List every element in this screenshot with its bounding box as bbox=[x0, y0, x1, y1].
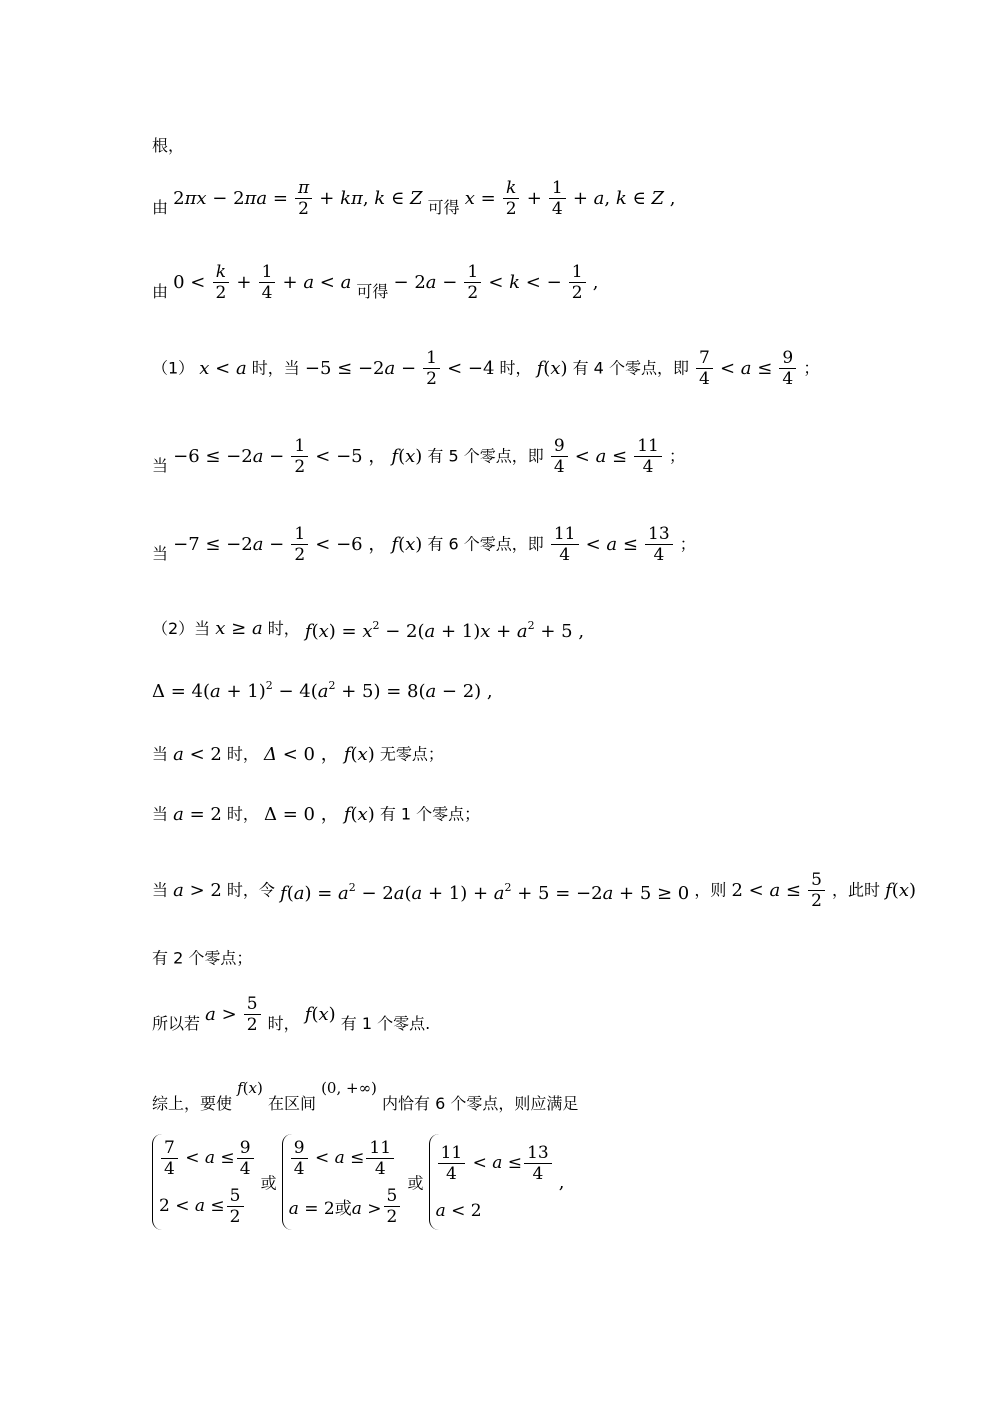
comma: , bbox=[558, 1171, 565, 1193]
fraction-1-over-4: $\frac{1}{4}$ bbox=[259, 262, 276, 303]
ineq: < a ≤ bbox=[467, 1153, 523, 1174]
line-5-text-1: 有 5 个零点，即 bbox=[427, 446, 544, 466]
formula-fx-small: f(x) bbox=[237, 1079, 263, 1097]
formula-5b: < −5 ， bbox=[315, 445, 387, 467]
formula-10b: Δ = 0 ， bbox=[264, 803, 339, 825]
fraction-5-over-2: $\frac{5}{2}$ bbox=[244, 994, 261, 1035]
fraction-13-over-4: $\frac{13}{4}$ bbox=[645, 524, 673, 565]
formula-2a: 2πx − 2πa = bbox=[173, 187, 288, 209]
formula-5a: −6 ≤ −2a − bbox=[173, 445, 285, 467]
formula-11c: 2 < a ≤ bbox=[731, 879, 801, 901]
formula-6b: < −6 ， bbox=[315, 533, 387, 555]
fraction-1-over-4: $\frac{1}{4}$ bbox=[549, 178, 566, 219]
formula-fx: f(x) bbox=[391, 445, 423, 467]
fraction-pi-over-2: $\frac{\pi}{2}$ bbox=[295, 178, 312, 219]
ineq: a = 2或a > bbox=[288, 1198, 382, 1219]
formula-fx: f(x) bbox=[536, 357, 568, 379]
semicolon: ； bbox=[679, 534, 696, 554]
formula-fx: f(x) bbox=[304, 1003, 336, 1025]
line-10-text-1: 时， bbox=[226, 804, 259, 824]
ineq: < a ≤ bbox=[309, 1148, 365, 1168]
line-13-text-2: 有 1 个零点. bbox=[340, 1014, 431, 1033]
text-line-5 bbox=[152, 436, 685, 477]
line-6-prefix: 当 bbox=[152, 544, 169, 563]
text-line-9 bbox=[152, 744, 444, 765]
text-line-10 bbox=[152, 804, 480, 825]
text-line-3 bbox=[152, 262, 598, 303]
system-3 bbox=[429, 1134, 554, 1230]
system-2 bbox=[282, 1134, 403, 1230]
comma: , bbox=[592, 271, 599, 293]
fraction-5-over-2: $\frac{5}{2}$ bbox=[808, 870, 825, 911]
text-line-13 bbox=[152, 994, 430, 1035]
line-10-text-2: 有 1 个零点； bbox=[379, 804, 481, 824]
line-4-text-1: 时，当 bbox=[251, 358, 300, 378]
formula-7a: x ≥ a bbox=[215, 618, 263, 639]
system-1-row-2 bbox=[159, 1186, 256, 1227]
fraction-1-over-2: $\frac{1}{2}$ bbox=[291, 436, 308, 477]
formula-3d: < k < − bbox=[488, 271, 562, 293]
line-7-prefix: （2）当 bbox=[152, 619, 211, 638]
fraction-9-over-4: $\frac{9}{4}$ bbox=[237, 1138, 254, 1179]
line-9-text-1: 时， bbox=[226, 744, 259, 764]
line-9-text-2: 无零点； bbox=[379, 744, 444, 764]
formula-4c: < −4 bbox=[447, 357, 495, 379]
line-12-text: 有 2 个零点； bbox=[152, 948, 253, 968]
fraction-13-over-4: $\frac{13}{4}$ bbox=[524, 1143, 552, 1184]
system-3-row-1 bbox=[436, 1143, 554, 1184]
formula-6a: −7 ≤ −2a − bbox=[173, 533, 285, 555]
fraction-7-over-4: $\frac{7}{4}$ bbox=[161, 1138, 178, 1179]
system-2-row-1 bbox=[289, 1138, 403, 1179]
fraction-1-over-2: $\frac{1}{2}$ bbox=[569, 262, 586, 303]
line-14-text-2: 内恰有 6 个零点，则应满足 bbox=[382, 1094, 579, 1113]
fraction-11-over-4: $\frac{11}{4}$ bbox=[438, 1143, 466, 1184]
ineq: 2 < a ≤ bbox=[159, 1196, 225, 1216]
line-11-text-3: ，此时 bbox=[832, 880, 881, 900]
fraction-11-over-4: $\frac{11}{4}$ bbox=[366, 1138, 394, 1179]
line-2-mid: 可得 bbox=[427, 198, 460, 217]
system-3-row-2 bbox=[436, 1201, 554, 1221]
line-11-text-1: 时，令 bbox=[226, 880, 275, 900]
line-14-prefix: 综上，要使 bbox=[152, 1094, 233, 1113]
plus-sign: + bbox=[236, 271, 252, 293]
fraction-9-over-4: $\frac{9}{4}$ bbox=[779, 348, 796, 389]
formula-4d: < a ≤ bbox=[719, 357, 773, 379]
line-2-prefix: 由 bbox=[152, 198, 169, 217]
line-13-text-1: 时， bbox=[267, 1014, 300, 1033]
fraction-5-over-2: $\frac{5}{2}$ bbox=[227, 1186, 244, 1227]
line-11-prefix: 当 bbox=[152, 880, 169, 900]
text-line-1 bbox=[152, 136, 184, 156]
fraction-11-over-4: $\frac{11}{4}$ bbox=[551, 524, 579, 565]
line-5-prefix: 当 bbox=[152, 456, 169, 475]
formula-4a: x < a bbox=[199, 357, 247, 379]
formula-11b: $f(a) = a^2 - 2a(a + 1) + a^2 + 5 = -2a + 5 \ge 0$ bbox=[280, 880, 690, 904]
fraction-1-over-2: $\frac{1}{2}$ bbox=[464, 262, 481, 303]
line-3-mid: 可得 bbox=[356, 282, 389, 301]
formula-8: $\Delta = 4(a + 1)^2 - 4(a^2 + 5) = 8(a - 2)$ , bbox=[152, 679, 493, 702]
line-3-prefix: 由 bbox=[152, 282, 169, 301]
line-13-prefix: 所以若 bbox=[152, 1014, 201, 1033]
line-7-text-1: 时， bbox=[267, 619, 300, 638]
formula-fx: f(x) bbox=[343, 743, 375, 765]
system-2-row-2 bbox=[289, 1186, 403, 1227]
fraction-9-over-4: $\frac{9}{4}$ bbox=[551, 436, 568, 477]
line-4-text-3: 有 4 个零点，即 bbox=[572, 358, 689, 378]
formula-7b: $f(x) = x^2 - 2(a + 1)x + a^2 + 5$ , bbox=[304, 619, 585, 642]
fraction-1-over-2: $\frac{1}{2}$ bbox=[291, 524, 308, 565]
line-4-text-2: 时， bbox=[499, 358, 532, 378]
formula-fx: f(x) bbox=[391, 533, 423, 555]
formula-3c: − 2a − bbox=[393, 271, 458, 293]
line-9-prefix: 当 bbox=[152, 744, 169, 764]
plus-sign: + bbox=[526, 187, 542, 209]
semicolon: ； bbox=[668, 446, 685, 466]
formula-10a: a = 2 bbox=[173, 803, 222, 825]
line-1-text: 根， bbox=[152, 136, 185, 155]
formula-5c: < a ≤ bbox=[574, 445, 628, 467]
line-6-text-1: 有 6 个零点，即 bbox=[427, 534, 544, 554]
semicolon: ； bbox=[803, 358, 820, 378]
formula-interval: (0, +∞) bbox=[321, 1079, 377, 1097]
formula-3a: 0 < bbox=[173, 271, 206, 293]
line-10-prefix: 当 bbox=[152, 804, 169, 824]
formula-3b: + a < a bbox=[282, 271, 352, 293]
text-line-15 bbox=[152, 1134, 565, 1230]
fraction-1-over-2: $\frac{1}{2}$ bbox=[423, 348, 440, 389]
text-line-6 bbox=[152, 524, 696, 565]
or-text-1: 或 bbox=[260, 1173, 277, 1193]
or-text-2: 或 bbox=[407, 1173, 424, 1193]
ineq: a < 2 bbox=[435, 1201, 482, 1222]
formula-fx: f(x) bbox=[885, 879, 917, 901]
system-1-row-1 bbox=[159, 1138, 256, 1179]
text-line-4 bbox=[152, 348, 819, 389]
text-line-7 bbox=[152, 616, 584, 642]
line-14-text-1: 在区间 bbox=[267, 1094, 316, 1113]
fraction-11-over-4: $\frac{11}{4}$ bbox=[634, 436, 662, 477]
text-line-11 bbox=[152, 870, 916, 911]
formula-2c: x = bbox=[464, 187, 496, 209]
line-4-prefix: （1） bbox=[152, 358, 195, 378]
text-line-2 bbox=[152, 178, 675, 219]
system-1 bbox=[152, 1134, 256, 1230]
line-11-text-2: ，则 bbox=[694, 880, 727, 900]
formula-2b: + kπ, k ∈ Z bbox=[319, 187, 423, 209]
formula-6c: < a ≤ bbox=[585, 533, 638, 555]
fraction-9-over-4: $\frac{9}{4}$ bbox=[291, 1138, 308, 1179]
formula-2d: + a, k ∈ Z , bbox=[572, 187, 676, 209]
formula-9a: a < 2 bbox=[173, 743, 222, 765]
formula-13a: a > bbox=[205, 1003, 237, 1025]
fraction-5-over-2: $\frac{5}{2}$ bbox=[384, 1186, 401, 1227]
fraction-7-over-4: $\frac{7}{4}$ bbox=[696, 348, 713, 389]
fraction-k-over-2: $\frac{k}{2}$ bbox=[503, 178, 520, 219]
ineq: < a ≤ bbox=[179, 1148, 235, 1168]
formula-11a: a > 2 bbox=[173, 879, 222, 901]
text-line-14 bbox=[152, 1078, 578, 1114]
formula-9b: Δ < 0 ， bbox=[264, 743, 339, 765]
fraction-k-over-2: $\frac{k}{2}$ bbox=[212, 262, 229, 303]
text-line-12 bbox=[152, 948, 252, 969]
formula-4b: −5 ≤ −2a − bbox=[304, 357, 417, 379]
formula-fx: f(x) bbox=[343, 803, 375, 825]
text-line-8 bbox=[152, 676, 493, 702]
